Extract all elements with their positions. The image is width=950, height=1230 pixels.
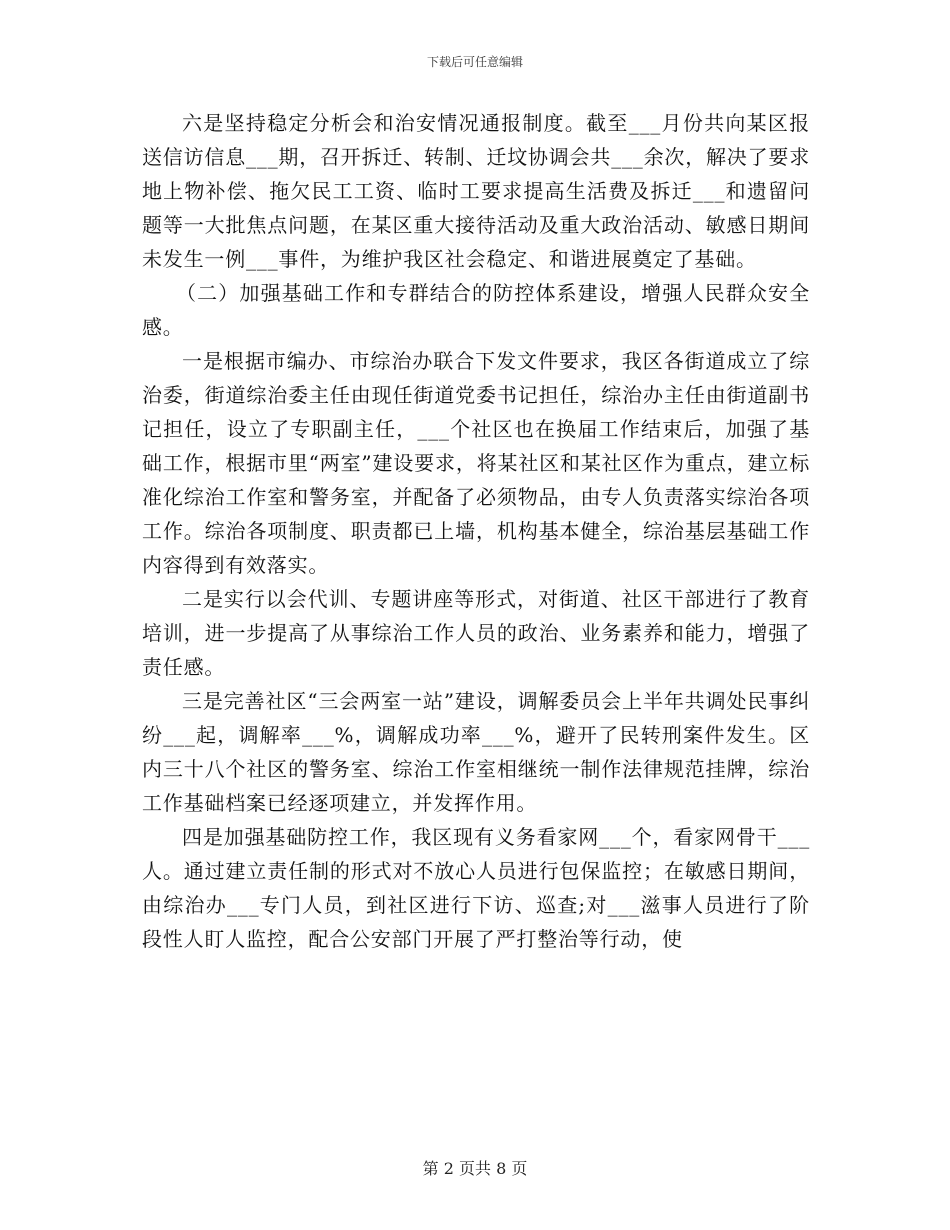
- section-heading-2: （二）加强基础工作和专群结合的防控体系建设，增强人民群众安全感。: [142, 281, 810, 339]
- paragraph-point-two: 二是实行以会代训、专题讲座等形式，对街道、社区干部进行了教育培训，进一步提高了从事综治工作人员的政治、业务素养和能力，增强了责任感。: [142, 587, 810, 679]
- paragraph-stability-report: 六是坚持稳定分析会和治安情况通报制度。截至___月份共向某区报送信访信息___期，召开拆迁、转制、迁坟协调会共___余次，解决了要求地上物补偿、拖欠民工工资、临时工要求提高生活费及拆迁___和遗留问题等一大批焦点问题，在某区重大接待活动及重大政治活动、敏感日期间未发生一例___事件，为维护我区社会稳定、和谐进展奠定了基础。: [142, 111, 810, 271]
- paragraph-point-four: 四是加强基础防控工作，我区现有义务看家网___个，看家网骨干___人。通过建立责任制的形式对不放心人员进行包保监控；在敏感日期间，由综治办___专门人员，到社区进行下访、巡查;对___滋事人员进行了阶段性人盯人监控，配合公安部门开展了严打整治等行动，使: [142, 825, 810, 951]
- page-header-note: 下载后可任意编辑: [426, 55, 523, 69]
- paragraph-point-one: 一是根据市编办、市综治办联合下发文件要求，我区各街道成立了综治委，街道综治委主任由现任街道党委书记担任，综治办主任由街道副书记担任，设立了专职副主任，___个社区也在换届工作结束后，加强了基础工作，根据市里“两室”建设要求，将某社区和某社区作为重点，建立标准化综治工作室和警务室，并配备了必须物品，由专人负责落实综治各项工作。综治各项制度、职责都已上墙，机构基本健全，综治基层基础工作内容得到有效落实。: [142, 349, 810, 577]
- paragraph-point-three: 三是完善社区“三会两室一站”建设，调解委员会上半年共调处民事纠纷___起，调解率___%，调解成功率___%，避开了民转刑案件发生。区内三十八个社区的警务室、综治工作室相继统一制作法律规范挂牌，综治工作基础档案已经逐项建立，并发挥作用。: [142, 689, 810, 815]
- page-number: 第 2 页共 8 页: [422, 1159, 528, 1178]
- document-body: [142, 106, 810, 956]
